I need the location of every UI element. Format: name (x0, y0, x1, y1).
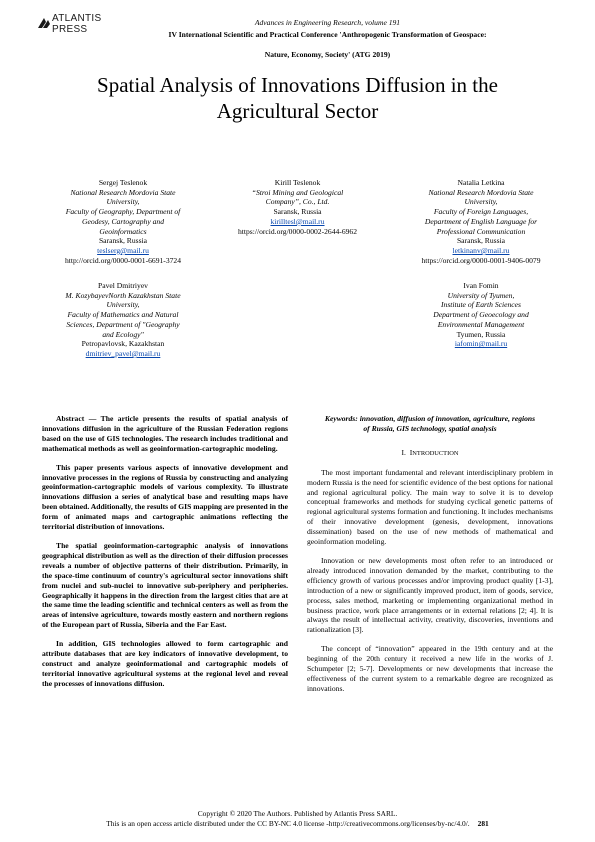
author-affiliation: Company”, Co., Ltd. (265, 197, 330, 207)
author-name: Pavel Dmitriyev (98, 281, 148, 290)
author-affiliation: Faculty of Foreign Languages, (433, 207, 529, 217)
author-orcid: https://orcid.org/0000-0002-2644-6962 (237, 226, 358, 236)
author-orcid: https://orcid.org/0000-0001-9406-0079 (421, 255, 541, 265)
author-email-link[interactable]: kirilltesl@mail.ru (270, 216, 325, 226)
author-block (42, 178, 204, 265)
intro-paragraph: Innovation or new developments most often refer to an introduced or already introduced innovation demanded by the market, contributing to the efficiency growth of various processes and/or improving product quality [1-3], introduction of a new or significantly improved product, item of goods, service, process, sales method, marketing or implementing organizational method in business practice, work place arrangements or in external relations [2; 4]. It is always the result of intellectual activity, creativity, discoveries, inventions and rationalization [3]. (307, 555, 553, 635)
author-block (395, 178, 567, 265)
series-name: Advances in Engineering Research, volume 191 (254, 18, 401, 27)
author-affiliation: Faculty of Mathematics and Natural (67, 310, 179, 320)
author-orcid: http://orcid.org/0000-0001-6691-3724 (64, 255, 182, 265)
author-place: Saransk, Russia (456, 236, 506, 246)
author-affiliation: and Ecology" (102, 329, 144, 339)
license-line: This is an open access article distributed under the CC BY-NC 4.0 license -http://creativecommons.org/licenses/by-nc/4.0/. 281 (106, 819, 489, 828)
author-affiliation: “Stroi Mining and Geological (251, 187, 344, 197)
author-affiliation: Institute of Earth Sciences (441, 300, 521, 310)
author-affiliation: University, (464, 197, 498, 207)
author-place: Saransk, Russia (273, 207, 322, 217)
abstract-paragraph: Abstract — The article presents the results of spatial analysis of innovations diffusion in the agriculture of the Russian Federation regions based on the use of GIS technologies. The research includes traditional and mathematical methods as well as geoinformation-cartographic modeling. (42, 414, 288, 453)
keywords: Keywords: innovation, diffusion of innovation, agriculture, regions of Russia, GIS technology, spatial analysis (324, 414, 536, 433)
author-email-link[interactable]: dmitriev_pavel@mail.ru (85, 348, 161, 358)
page-number: 281 (477, 819, 489, 828)
abstract-column (42, 414, 288, 698)
author-email-link[interactable]: teslserg@mail.ru (97, 245, 149, 255)
author-affiliation: University, (106, 197, 140, 207)
author-affiliation: Environmental Management (437, 319, 525, 329)
author-affiliation: National Research Mordovia State (428, 187, 534, 197)
author-affiliation: Geoinformatics (99, 226, 147, 236)
author-affiliation: Department of English Language for (424, 216, 538, 226)
publisher-logo-text: ATLANTIS PRESS (52, 13, 102, 35)
author-affiliation: Sciences, Department of "Geography (66, 319, 180, 329)
author-name: Kirill Teslenok (274, 178, 321, 187)
conference-line-1: IV International Scientific and Practical Conference 'Anthropogenic Transformation of Geospace: (168, 30, 487, 39)
author-block (215, 178, 380, 236)
intro-paragraph: The concept of “innovation” appeared in the 19th century and at the beginning of the 20th century it received a new life in the works of J. Schumpeter [2; 5-7]. Developments or new developments that increase the effectiveness of the current system to a remarkable degree are recognized as innovations. (307, 644, 553, 693)
author-block (395, 281, 567, 349)
paper-title: Spatial Analysis of Innovations Diffusion in the Agricultural Sector (97, 73, 498, 123)
page-footer (0, 809, 595, 829)
author-affiliation: University, (106, 300, 140, 310)
author-affiliation: M. KozybayevNorth Kazakhstan State (65, 290, 181, 300)
author-affiliation: Faculty of Geography, Department of (65, 207, 181, 217)
section-heading-introduction: I. INTRODUCTION (401, 447, 459, 457)
abstract-paragraph: In addition, GIS technologies allowed to form cartographic and attribute databases that are key indicators of innovative development, to construct and analyze geoinformational and cartographic models of territorial innovative agricultural systems at the regional level and reveal the processes of innovations diffusion. (42, 639, 288, 688)
author-name: Ivan Fomin (463, 281, 499, 290)
author-place: Saransk, Russia (98, 236, 148, 246)
copyright-line: Copyright © 2020 The Authors. Published by Atlantis Press SARL. (197, 809, 398, 818)
intro-paragraph: The most important fundamental and relevant interdisciplinary problem in modern Russia is the need for scientific evidence of the best options for national and regional agricultural policy. The main way to solve it is to develop conceptual frameworks and methods for studying cyclical genetic patterns of regional agricultural systems formation and functioning. It includes mechanisms of their innovative development (genesis, development, innovations dissemination) based on the use of new methods of mathematical and geoinformation modeling. (307, 467, 553, 547)
author-affiliation: Professional Communication (436, 226, 526, 236)
body-column (307, 414, 553, 703)
author-affiliation: Geodesy, Cartography and (81, 216, 165, 226)
conference-line-2: Nature, Economy, Society' (ATG 2019) (264, 50, 391, 59)
author-affiliation: University of Tyumen, (447, 290, 515, 300)
author-affiliation: Department of Geoecology and (433, 310, 529, 320)
author-email-link[interactable]: iafomin@mail.ru (454, 339, 508, 349)
abstract-paragraph: The spatial geoinformation-cartographic analysis of innovations geographical distribution as well as the direction of their diffusion processes reveals a number of objective patterns of their distribution. Primarily, in the space-time continuum of country's agricultural sector innovations shift from nuclei and sub-nuclei to innovative sub-periphery and peripheries. Geographically it happens in the direction from the largest cities that are at the same time the leading scientific and technical centers as well as from the areas of intensive agriculture, towards mostly eastern and northern regions of the European part of Russia, Siberia and the Far East. (42, 540, 288, 630)
author-block (42, 281, 204, 359)
author-affiliation: National Research Mordovia State (70, 187, 176, 197)
author-name: Sergej Teslenok (98, 178, 148, 187)
author-place: Petropavlovsk, Kazakhstan (81, 339, 165, 349)
author-place: Tyumen, Russia (456, 329, 506, 339)
abstract-paragraph: This paper presents various aspects of innovative development and innovative processes in the regions of Russia by constructing and analyzing geoinformation-cartographic models of various complexity. To illustrate innovations diffusion a series of analytical base and resulting maps have been obtained. Additionally, the results of GIS mapping are presented in the form of animated maps and cartographic animations reflecting the territorial distribution of innovations. (42, 462, 288, 532)
author-name: Natalia Letkina (457, 178, 505, 187)
author-email-link[interactable]: letkinanv@mail.ru (452, 245, 510, 255)
